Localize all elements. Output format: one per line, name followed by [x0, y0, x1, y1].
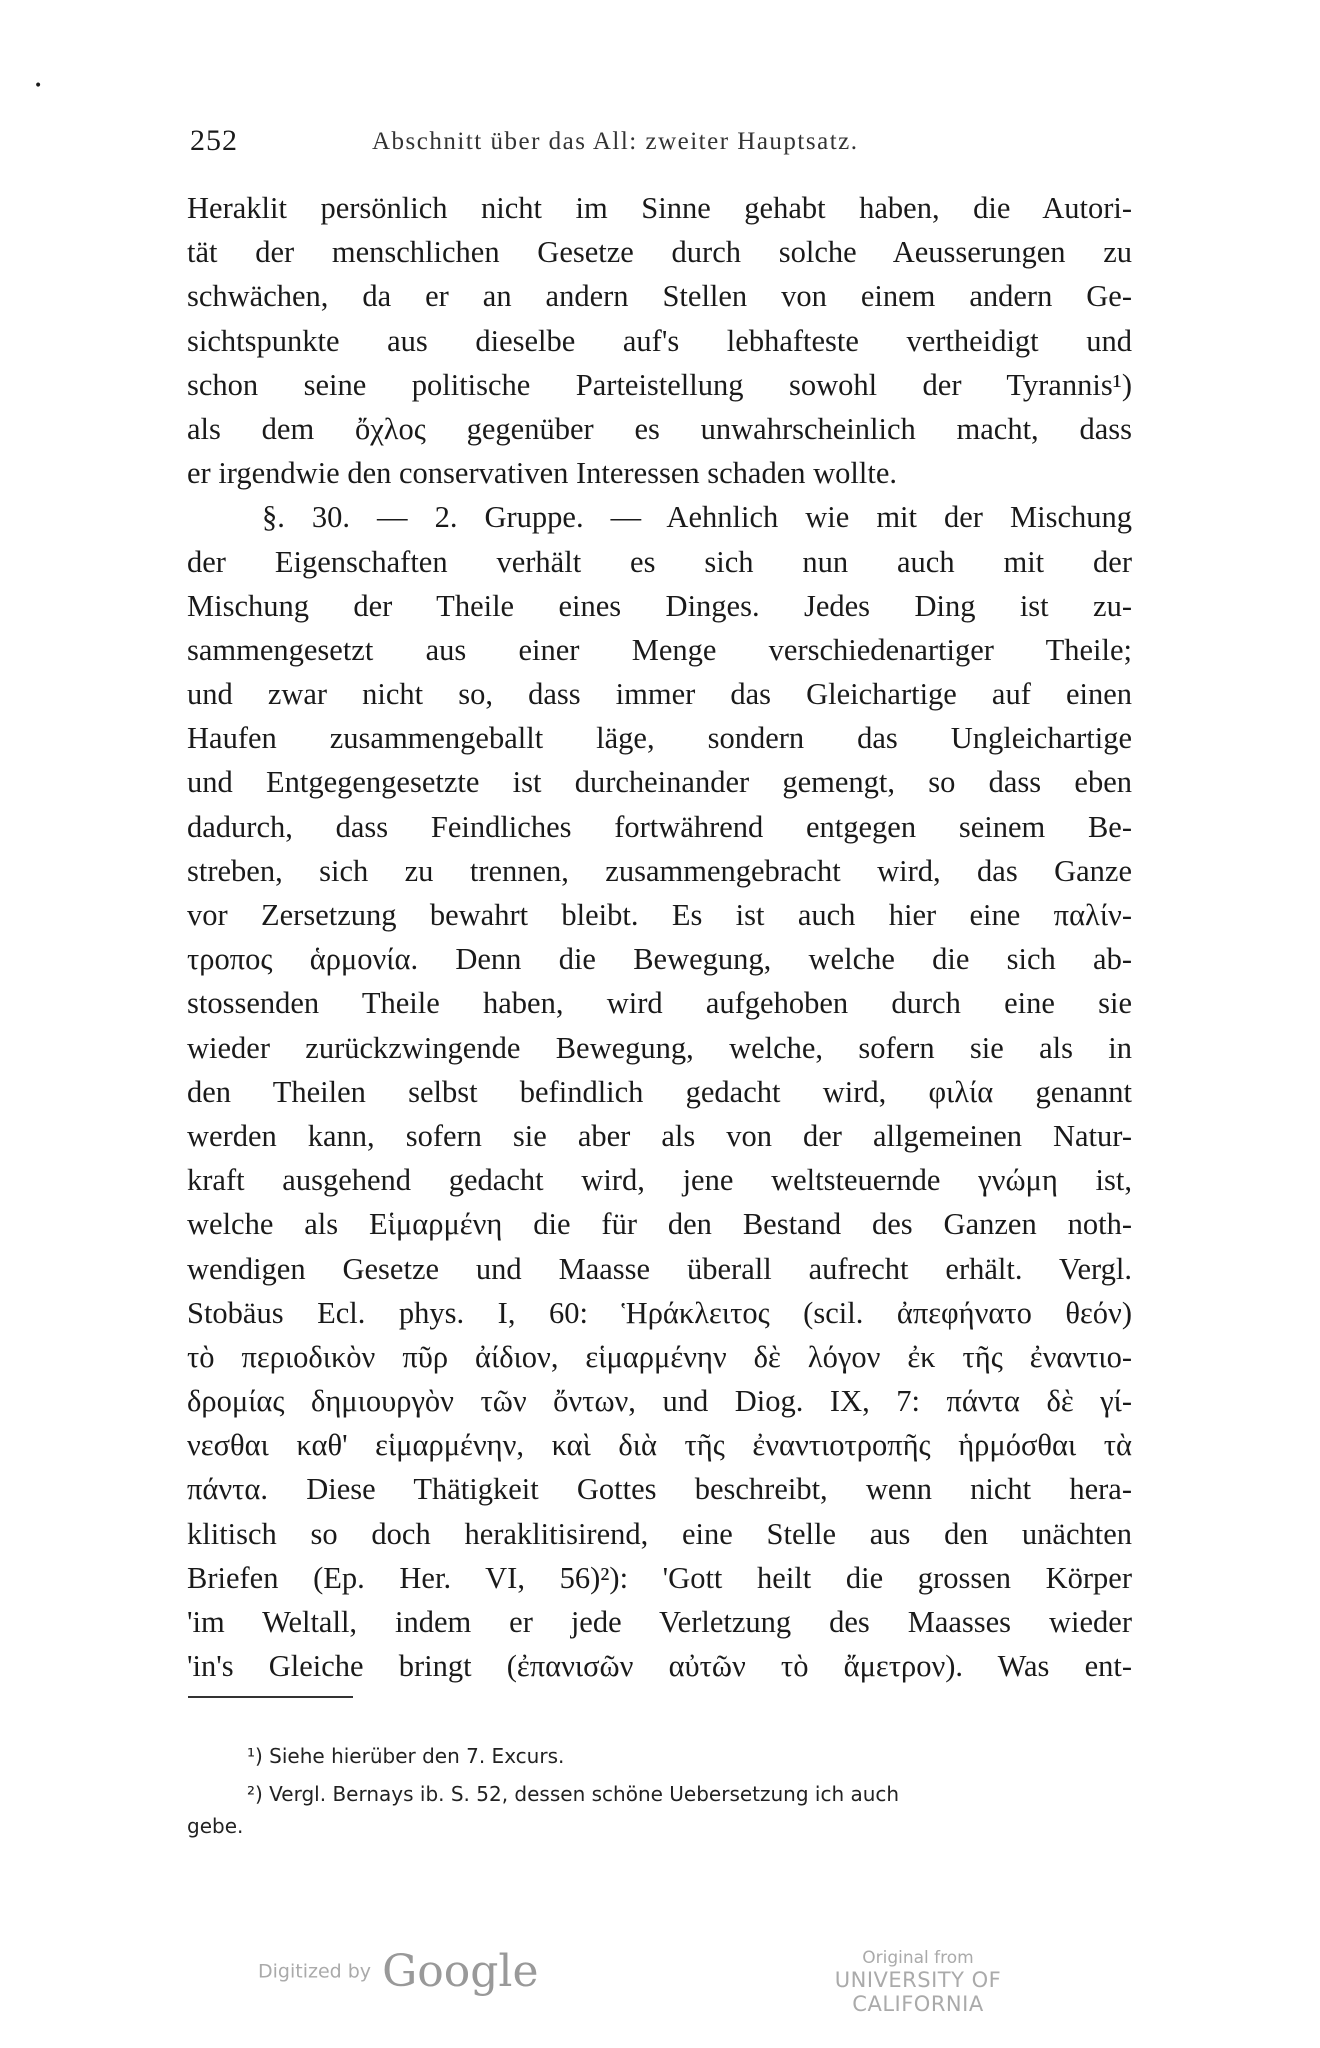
- text-line: welche als Εἱμαρμένη die für den Bestand des Ganzen noth-: [187, 1207, 1132, 1242]
- text-line: Mischung der Theile eines Dinges. Jedes Ding ist zu-: [187, 588, 1132, 623]
- text-line: als dem ὄχλος gegenüber es unwahrscheinlich macht, dass: [187, 411, 1132, 446]
- text-line: wieder zurückzwingende Bewegung, welche, sofern sie als in: [187, 1030, 1132, 1065]
- original-from-watermark: [768, 1948, 1068, 2016]
- digitized-by-label: Digitized by: [258, 1960, 372, 1983]
- running-title: Abschnitt über das All: zweiter Hauptsatz.: [372, 128, 859, 155]
- footnote-2: ²) Vergl. Bernays ib. S. 52, dessen schöne Uebersetzung ich auch: [247, 1782, 900, 1806]
- page-number: 252: [190, 124, 238, 157]
- text-line: klitisch so doch heraklitisirend, eine Stelle aus den unächten: [187, 1516, 1132, 1551]
- text-line: Haufen zusammengeballt läge, sondern das Ungleichartige: [187, 721, 1132, 756]
- text-line: dadurch, dass Feindliches fortwährend entgegen seinem Be-: [187, 809, 1132, 844]
- page-header: [190, 124, 1140, 158]
- text-line: schon seine politische Parteistellung sowohl der Tyrannis¹): [187, 367, 1132, 402]
- text-line: stossenden Theile haben, wird aufgehoben durch eine sie: [187, 986, 1132, 1021]
- text-line: den Theilen selbst befindlich gedacht wird, φιλία genannt: [187, 1074, 1132, 1109]
- text-line: τροπος ἁρμονία. Denn die Bewegung, welche die sich ab-: [187, 942, 1132, 977]
- text-line: vor Zersetzung bewahrt bleibt. Es ist auch hier eine παλίν-: [187, 898, 1132, 932]
- text-line: 'in's Gleiche bringt (ἐπανισῶν αὐτῶν τὸ ἄμετρον). Was ent-: [187, 1649, 1132, 1684]
- text-line: τὸ περιοδικὸν πῦρ ἀίδιον, εἱμαρμένην δὲ λόγον ἐκ τῆς ἐναντιο-: [187, 1339, 1132, 1374]
- text-line: νεσθαι καθ' εἱμαρμένην, καὶ διὰ τῆς ἐναντιοτροπῆς ἡρμόσθαι τὰ: [187, 1428, 1132, 1463]
- footnote-divider: [188, 1696, 353, 1698]
- text-line: Heraklit persönlich nicht im Sinne gehabt haben, die Autori-: [187, 191, 1132, 225]
- page-mark: •: [34, 78, 43, 94]
- digitized-by-watermark: [258, 1946, 539, 1997]
- text-line: sammengesetzt aus einer Menge verschiedenartiger Theile;: [187, 632, 1132, 667]
- text-line: der Eigenschaften verhält es sich nun auch mit der: [187, 544, 1132, 579]
- text-line: streben, sich zu trennen, zusammengebracht wird, das Ganze: [187, 853, 1132, 888]
- google-logo: Google: [382, 1946, 539, 1997]
- text-line: 'im Weltall, indem er jede Verletzung des Maasses wieder: [187, 1605, 1132, 1639]
- text-line: sichtspunkte aus dieselbe auf's lebhafteste vertheidigt und: [187, 323, 1132, 358]
- text-line: und Entgegengesetzte ist durcheinander gemengt, so dass eben: [187, 765, 1132, 800]
- text-line: schwächen, da er an andern Stellen von einem andern Ge-: [187, 279, 1132, 314]
- text-line: er irgendwie den conservativen Interessen schaden wollte.: [187, 456, 897, 491]
- footnote-1: ¹) Siehe hierüber den 7. Excurs.: [247, 1744, 565, 1768]
- text-line: und zwar nicht so, dass immer das Gleichartige auf einen: [187, 677, 1132, 712]
- text-line: Briefen (Ep. Her. VI, 56)²): 'Gott heilt die grossen Körper: [187, 1560, 1132, 1595]
- text-line: δρομίας δημιουργὸν τῶν ὄντων, und Diog. IX, 7: πάντα δὲ γί-: [187, 1384, 1132, 1419]
- paragraph-start-line: §. 30. — 2. Gruppe. — Aehnlich wie mit der Mischung: [262, 500, 1132, 535]
- text-line: werden kann, sofern sie aber als von der allgemeinen Natur-: [187, 1118, 1132, 1153]
- institution-name: UNIVERSITY OF CALIFORNIA: [834, 1968, 1002, 2016]
- body-text: [187, 186, 1132, 1688]
- text-line: πάντα. Diese Thätigkeit Gottes beschreibt, wenn nicht hera-: [187, 1472, 1132, 1507]
- footnote-2-continuation: gebe.: [187, 1814, 244, 1838]
- text-line: Stobäus Ecl. phys. I, 60: Ἡράκλειτος (scil. ἀπεφήνατο θεόν): [187, 1295, 1132, 1330]
- text-line: kraft ausgehend gedacht wird, jene weltsteuernde γνώμη ist,: [187, 1163, 1132, 1198]
- text-line: wendigen Gesetze und Maasse überall aufrecht erhält. Vergl.: [187, 1251, 1132, 1286]
- text-line: tät der menschlichen Gesetze durch solche Aeusserungen zu: [187, 235, 1132, 270]
- original-from-label: Original from: [862, 1948, 974, 1968]
